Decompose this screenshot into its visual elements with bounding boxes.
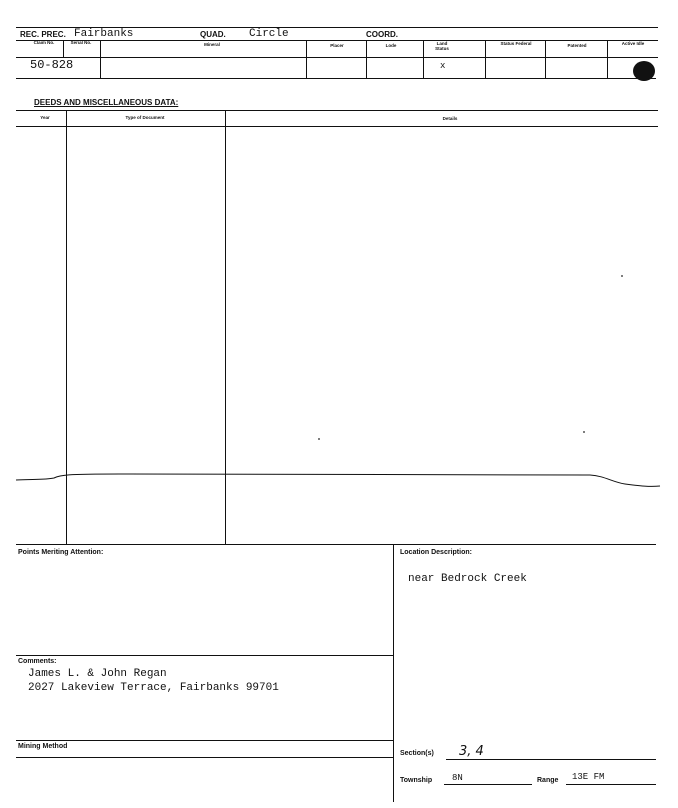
claim-no-header: Claim No. (33, 40, 55, 45)
coord-label: COORD. (366, 30, 398, 39)
range-value: 13E FM (572, 772, 605, 782)
active-idle-header: Active Idle (621, 41, 645, 46)
header-vline-7 (545, 40, 546, 78)
serial-no-header: Serial No. (70, 40, 92, 45)
deeds-title: DEEDS AND MISCELLANEOUS DATA: (34, 98, 179, 107)
comments-line-1: James L. & John Regan (28, 668, 167, 680)
speck (583, 431, 585, 433)
location-description-label: Location Description: (400, 549, 472, 556)
township-value: 8N (452, 773, 463, 783)
township-underline (444, 784, 532, 785)
placer-header: Placer (330, 43, 344, 48)
page-crease-line (0, 462, 678, 492)
header-vline-8 (607, 40, 608, 78)
comments-top-border (16, 655, 393, 656)
rec-prec-value: Fairbanks (74, 28, 134, 40)
land-status-mark: x (440, 61, 446, 71)
data-row-bottom (16, 78, 656, 79)
header-vline-6 (485, 40, 486, 78)
range-label: Range (537, 777, 559, 784)
mining-method-bottom-border (16, 757, 393, 758)
year-header: Year (40, 115, 50, 120)
header-row-bottom (16, 57, 658, 58)
location-description-value: near Bedrock Creek (408, 573, 527, 585)
section-label: Section(s) (400, 750, 434, 757)
speck (318, 438, 320, 440)
range-underline (566, 784, 656, 785)
header-divider (16, 40, 658, 41)
deeds-top-border (16, 110, 658, 111)
lower-top-border (16, 544, 656, 545)
deeds-header-bottom (16, 126, 658, 127)
points-meriting-attention-label: Points Meriting Attention: (18, 549, 104, 556)
township-label: Township (400, 777, 433, 784)
header-vline-4 (366, 40, 367, 78)
lower-center-divider (393, 544, 394, 802)
details-header: Details (442, 116, 458, 121)
comments-label: Comments: (18, 658, 57, 665)
land-status-header: Land Status (435, 41, 449, 51)
type-of-document-header: Type of Document (125, 115, 165, 120)
lode-header: Lode (385, 43, 397, 48)
header-vline-2 (100, 40, 101, 78)
quad-value: Circle (249, 28, 289, 40)
comments-line-2: 2027 Lakeview Terrace, Fairbanks 99701 (28, 682, 279, 694)
status-federal-header: Status Federal (500, 41, 532, 46)
mineral-header: Mineral (204, 42, 220, 47)
mining-method-label: Mining Method (18, 743, 68, 750)
header-vline-3 (306, 40, 307, 78)
header-vline-1 (63, 40, 64, 57)
section-underline (446, 759, 656, 760)
speck (621, 275, 623, 277)
patented-header: Patented (567, 43, 587, 48)
quad-label: QUAD. (200, 30, 226, 39)
mining-method-top-border (16, 740, 393, 741)
rec-prec-label: REC. PREC. (20, 30, 66, 39)
claim-no-value: 50-828 (30, 58, 74, 72)
section-value: 3, 4 (459, 744, 484, 759)
header-vline-5 (423, 40, 424, 78)
